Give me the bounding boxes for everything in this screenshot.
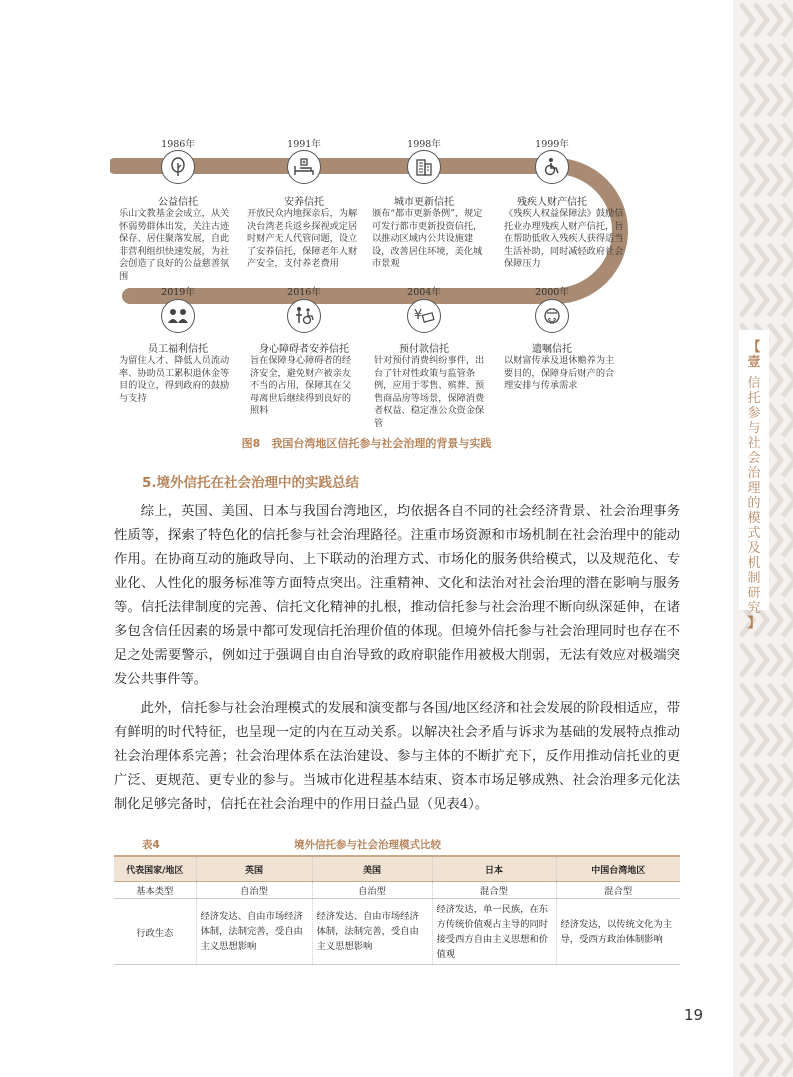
yen-card-icon — [407, 299, 441, 333]
table-cell: 混合型 — [432, 882, 556, 899]
table-cell: 自治型 — [196, 882, 312, 899]
timeline-desc-disabled-property-trust: 《残疾人权益保障法》鼓励信托业办理残疾人财产信托，旨在帮助低收入残疾人获得适当生活补助，同时减轻政府社会保障压力 — [504, 208, 624, 269]
timeline-desc-elderly-care-trust: 开放民众内地探亲后，为解决台湾老兵返乡探视或定居时财产无人代管问题，设立了安养信托，保障老年人财产安全，支付养老费用 — [247, 208, 358, 269]
table-row — [114, 882, 680, 899]
wheelchair-icon — [535, 150, 569, 184]
table-header-cell: 中国台湾地区 — [556, 856, 680, 882]
table-cell: 基本类型 — [114, 882, 196, 899]
timeline-name-prepaid-trust: 预付款信托 — [399, 344, 449, 355]
table-cell: 经济发达、自由市场经济体制，法制完善，受自由主义思想影响 — [196, 899, 312, 965]
timeline-year-1998: 1998年 — [407, 139, 441, 150]
table-header-cell: 代表国家/地区 — [114, 856, 196, 882]
timeline-year-2019: 2019年 — [161, 287, 195, 298]
table-label: 表4 — [142, 839, 160, 851]
building-icon — [407, 150, 441, 184]
side-chapter-number: 壹 — [747, 355, 761, 370]
timeline-desc-urban-renewal-trust: 颁布“都市更新条例”，规定可发行都市更新投资信托，以推动区域内公共设施建设，改善居住环境，美化城市景观 — [372, 208, 483, 269]
timeline-year-1986: 1986年 — [161, 139, 195, 150]
table-header-cell: 英国 — [196, 856, 312, 882]
side-chapter-subtitle: 信托参与社会治理的模式及机制研究 — [747, 376, 761, 616]
timeline-name-disabled-property-trust: 残疾人财产信托 — [517, 197, 587, 208]
paragraph-1: 综上，英国、美国、日本与我国台湾地区，均依据各自不同的社会经济背景、社会治理事务性质等，探索了特色化的信托参与社会治理路径。注重市场资源和市场机制在社会治理中的能动作用。在协商互动的施政导向、上下联动的治理方式、市场化的服务供给模式，以及规范化、专业化、人性化的服务标准等方面特点突出。注重精神、文化和法治对社会治理的潜在影响与服务等。信托法律制度的完善、信托文化精神的扎根，推动信托参与社会治理不断向纵深延伸，在诸多包含信任因素的场景中都可发现信托治理价值的体现。但境外信托参与社会治理同时也存在不足之处需要警示，例如过于强调自由自治导致的政府职能作用被极大削弱，无法有效应对极端突发公共事件等。 — [114, 504, 680, 687]
timeline-desc-public-trust: 乐山文教基金会成立，从关怀弱势群体出发，关注古迹保存、居住聚落发展，自此非营利组织快速发展，为社会创造了良好的公益慈善氛围 — [119, 208, 230, 282]
table-header-cell: 美国 — [312, 856, 432, 882]
disability-care-icon — [287, 299, 321, 333]
comparison-table — [114, 855, 680, 965]
table-header-cell: 日本 — [432, 856, 556, 882]
timeline-name-public-trust: 公益信托 — [158, 197, 198, 208]
timeline-desc-prepaid-trust: 针对预付消费纠纷事件，出台了针对性政策与监管条例，应用于零售、殡葬、预售商品房等场景，保障消费者权益、稳定准公众资金保管 — [374, 355, 485, 429]
page-number: 19 — [684, 1006, 704, 1024]
table-header-row — [114, 856, 680, 882]
figure-caption: 图8 我国台湾地区信托参与社会治理的背景与实践 — [241, 437, 492, 450]
table-cell: 混合型 — [556, 882, 680, 899]
table-row — [114, 899, 680, 965]
timeline-desc-will-trust: 以财富传承及退休赡养为主要目的，保障身后财产的合理安排与传承需求 — [504, 355, 615, 391]
timeline-year-2000: 2000年 — [535, 287, 569, 298]
timeline-name-will-trust: 遗嘱信托 — [532, 344, 572, 355]
table-cell: 经济发达，单一民族，在东方传统价值观占主导的同时接受西方自由主义思想和价值观 — [432, 899, 556, 965]
paragraph-2: 此外，信托参与社会治理模式的发展和演变都与各国/地区经济和社会发展的阶段相适应，带有鲜明的时代特征，也呈现一定的内在互动关系。以解决社会矛盾与诉求为基础的发展特点推动社会治理体系完善；社会治理体系在法治建设、参与主体的不断扩充下，反作用推动信托业的更广泛、更规范、更专业的参与。当城市化进程基本结束、资本市场足够成熟、社会治理多元化法制化足够完备时，信托在社会治理中的作用日益凸显（见表4）。 — [114, 701, 680, 812]
timeline-year-1991: 1991年 — [287, 139, 321, 150]
timeline-name-urban-renewal-trust: 城市更新信托 — [394, 197, 454, 208]
section-heading: 5.境外信托在社会治理中的实践总结 — [142, 475, 360, 491]
table-title: 境外信托参与社会治理模式比较 — [294, 839, 441, 851]
timeline-year-2016: 2016年 — [287, 287, 321, 298]
timeline-name-elderly-care-trust: 安养信托 — [284, 197, 324, 208]
timeline-year-2004: 2004年 — [407, 287, 441, 298]
timeline-desc-disabled-care-trust: 旨在保障身心障碍者的经济安全，避免财产被亲友不当的占用，保障其在父母离世后继续得到良好的照料 — [250, 355, 352, 416]
svg-text:¥: ¥ — [414, 308, 423, 323]
tree-icon — [161, 150, 195, 184]
people-icon — [161, 299, 195, 333]
side-chapter-title: 【 壹 信托参与社会治理的模式及机制研究 】 — [744, 340, 764, 631]
timeline-desc-employee-welfare-trust: 为留住人才、降低人员流动率、协助员工累积退休金等目的设立，得到政府的鼓励与支持 — [119, 355, 230, 404]
timeline-name-employee-welfare-trust: 员工福利信托 — [148, 344, 208, 355]
table-cell: 经济发达，以传统文化为主导，受西方政治体制影响 — [556, 899, 680, 965]
elder-face-icon — [535, 299, 569, 333]
timeline-name-disabled-care-trust: 身心障碍者安养信托 — [259, 344, 349, 355]
table-cell: 经济发达、自由市场经济体制，法制完善，受自由主义思想影响 — [312, 899, 432, 965]
table-cell: 行政生态 — [114, 899, 196, 965]
hospital-bed-icon — [287, 150, 321, 184]
table-cell: 自治型 — [312, 882, 432, 899]
timeline-year-1999: 1999年 — [535, 139, 569, 150]
